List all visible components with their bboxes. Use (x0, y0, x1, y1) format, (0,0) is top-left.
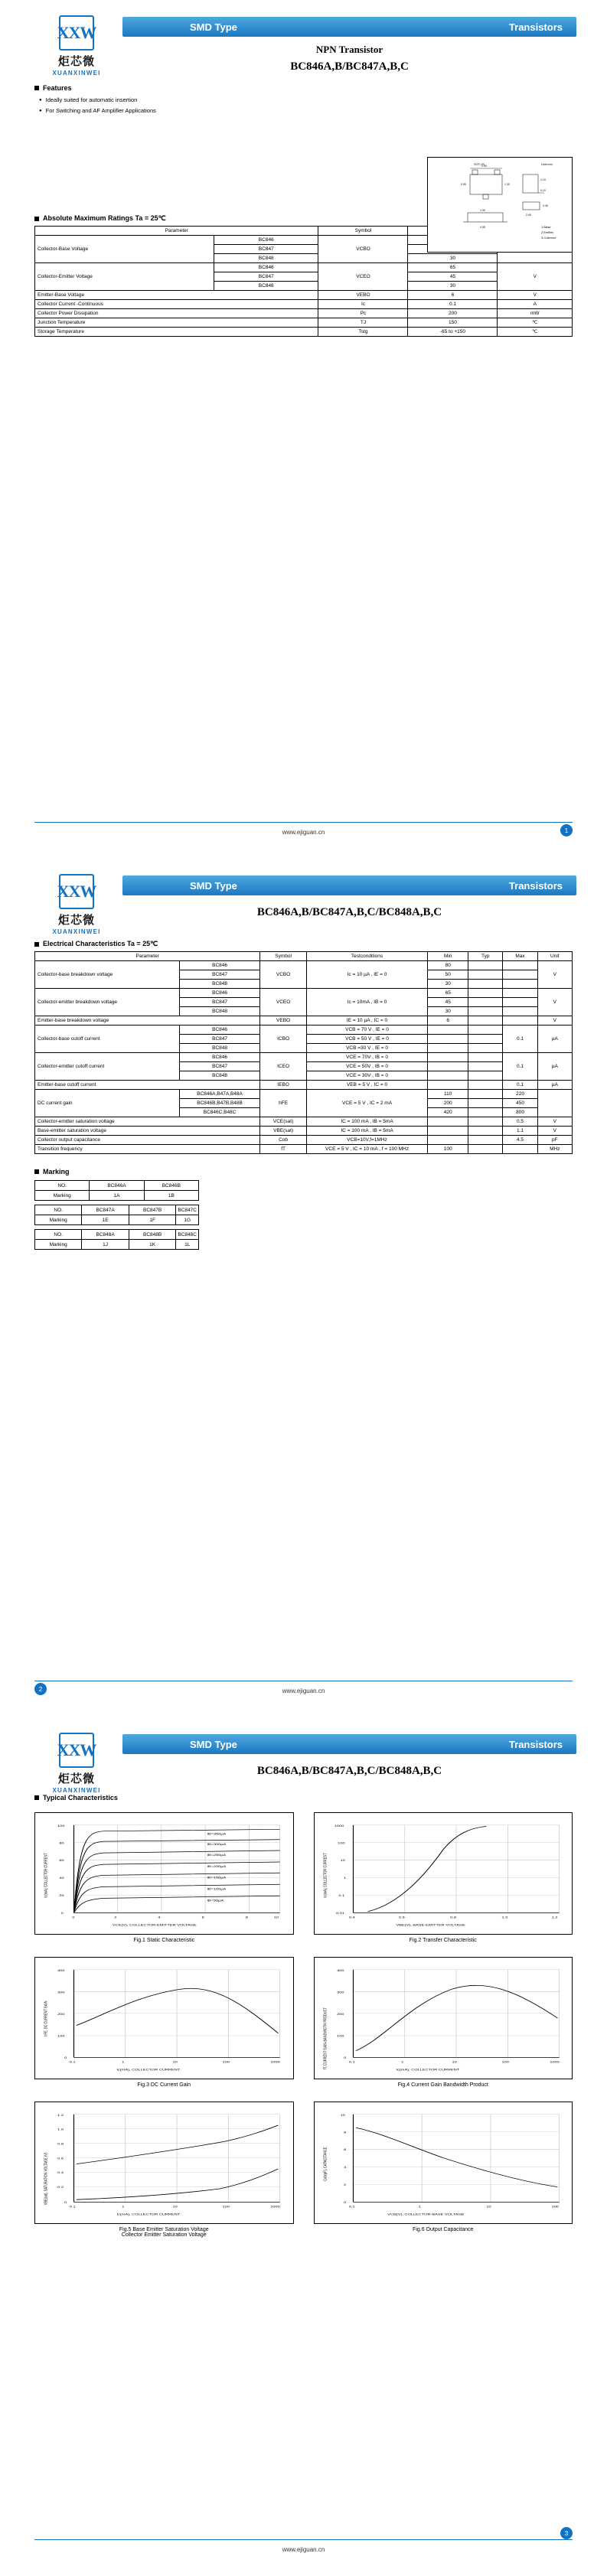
svg-text:IB=100µA: IB=100µA (207, 1887, 227, 1891)
chart-fig5-xlabel: Ic(mA), COLLECTOR CURRENT (116, 2213, 181, 2217)
svg-text:IB=150µA: IB=150µA (207, 1876, 227, 1880)
svg-text:1.90: 1.90 (480, 209, 485, 212)
bullet-square-icon (34, 86, 39, 90)
svg-text:8: 8 (245, 1916, 248, 1920)
svg-text:0.1: 0.1 (69, 2206, 76, 2209)
chart-fig2-xlabel: VBE(V), BASE-EMITTER VOLTAGE (396, 1924, 465, 1928)
chart-fig6-caption: Fig.6 Output Capacitance (413, 2227, 474, 2232)
svg-text:IB=50µA: IB=50µA (207, 1899, 224, 1903)
page-number: 3 (560, 2527, 573, 2539)
chart-fig1 (34, 1812, 294, 1943)
company-logo (31, 872, 122, 935)
svg-text:100: 100 (222, 2206, 230, 2209)
list-item: ● Ideally suited for automatic insertion (39, 95, 573, 106)
svg-text:400: 400 (57, 1969, 65, 1973)
chart-fig6-ylabel: Cob(pF), CAPACITANCE (323, 2147, 328, 2181)
table-row: BC848 VCB =30 V , IE = 0 (35, 1044, 573, 1053)
footer-url[interactable]: www.ejiguan.cn (282, 828, 325, 836)
electrical-heading: Electrical Characteristics Ta = 25℃ (34, 940, 573, 948)
abs-max-heading: Absolute Maximum Ratings Ta = 25℃ (34, 214, 573, 223)
svg-text:0: 0 (64, 2201, 67, 2205)
svg-text:6: 6 (201, 1916, 204, 1920)
table-row: BC847 45 (35, 998, 573, 1007)
svg-text:10: 10 (172, 2206, 178, 2209)
table-row: Marking 1J 1K 1L (35, 1240, 199, 1250)
svg-text:4: 4 (158, 1916, 161, 1920)
typical-characteristics-heading: Typical Characteristics (34, 1794, 573, 1802)
table-header-row: NO. BC847A BC847B BC847C (35, 1205, 199, 1215)
marking-heading: Marking (34, 1168, 573, 1176)
page-1 (0, 0, 607, 859)
chart-fig3-plot (34, 1957, 294, 2079)
table-row: BC848 VCE = 30V , IB = 0 (35, 1071, 573, 1081)
table-row: BC848 30 (35, 282, 573, 291)
svg-text:1.2: 1.2 (57, 2114, 64, 2118)
table-row: BC847 VCE = 50V , IB = 0 (35, 1062, 573, 1071)
marking-table-bc847 (34, 1205, 199, 1225)
chart-fig3 (34, 1957, 294, 2088)
pin-label-collector: 3.Collector (541, 236, 556, 240)
svg-text:10: 10 (340, 2114, 345, 2118)
svg-text:1000: 1000 (334, 1824, 344, 1828)
svg-text:0.45: 0.45 (543, 204, 548, 207)
svg-text:100: 100 (57, 2035, 65, 2039)
logo-mark-icon (59, 874, 94, 909)
table-row: Collector-Base Voltage BC846 VCBO (35, 236, 573, 245)
svg-text:10: 10 (451, 2061, 457, 2065)
svg-text:0.95: 0.95 (461, 183, 466, 186)
svg-text:6: 6 (343, 2148, 346, 2152)
table-row: Transition frequency fT VCE = 5 V , IC = 10 mA , f = 100 MHz 100 MHz (35, 1145, 573, 1154)
bullet-square-icon (34, 1169, 39, 1174)
logo-chinese-name: 炬芯微 (57, 1772, 95, 1785)
svg-text:0.8: 0.8 (449, 1916, 456, 1920)
table-row: Emitter-Base Voltage VEBO 6 V (35, 291, 573, 300)
svg-text:0.4: 0.4 (348, 1916, 355, 1920)
logo-english-name: XUANXINWEI (52, 928, 101, 935)
svg-text:80: 80 (59, 1841, 64, 1845)
title-transistors: Transistors (508, 879, 563, 892)
list-item: ● For Switching and AF Amplifier Applications (39, 106, 573, 116)
svg-text:4: 4 (343, 2166, 346, 2170)
footer-divider (34, 822, 573, 823)
logo-chinese-name: 炬芯微 (57, 914, 95, 927)
table-row: Collector-Emitter Voltage BC846 VCEO 65 V (35, 263, 573, 272)
footer-divider (34, 2539, 573, 2540)
svg-text:10: 10 (485, 2206, 491, 2209)
title-smd-type: SMD Type (190, 879, 237, 892)
svg-text:1: 1 (400, 2061, 403, 2065)
page-header (0, 1717, 607, 1794)
electrical-characteristics-table (34, 951, 573, 1154)
chart-fig1-caption: Fig.1 Static Characteristic (133, 1938, 195, 1943)
table-header-row: Parameter Symbol Testconditions Min Typ Max Unit (35, 952, 573, 961)
svg-text:0.1: 0.1 (69, 2061, 76, 2065)
package-svg (428, 158, 572, 252)
table-row: Collector Current -Continuous Ic 0.1 A (35, 300, 573, 309)
svg-text:100: 100 (501, 2061, 509, 2065)
table-row: BC847 50 (35, 970, 573, 980)
svg-text:0: 0 (60, 1912, 64, 1916)
svg-text:0.2: 0.2 (57, 2186, 64, 2190)
table-row: Marking 1A 1B (35, 1191, 199, 1201)
package-title-text: SOT-23 (474, 162, 485, 166)
svg-text:0.4: 0.4 (57, 2171, 64, 2175)
bullet-square-icon (34, 942, 39, 947)
svg-text:40: 40 (59, 1877, 64, 1880)
title-bar (122, 17, 576, 37)
svg-text:300: 300 (336, 1991, 344, 1995)
doc-subtitle-npn: NPN Transistor (315, 44, 383, 55)
package-outline-drawing (427, 157, 573, 253)
svg-text:100: 100 (222, 2061, 230, 2065)
chart-fig5-plot (34, 2102, 294, 2224)
marking-tables (34, 1180, 573, 1250)
svg-text:IB=250µA: IB=250µA (207, 1854, 227, 1857)
svg-text:100: 100 (551, 2206, 559, 2209)
pin-label-emitter: 2.Emitter (541, 230, 554, 234)
logo-mark-icon (59, 15, 94, 51)
svg-text:0.6: 0.6 (57, 2157, 64, 2160)
table-row: BC848 30 (35, 1007, 573, 1016)
svg-text:1.10: 1.10 (540, 178, 546, 181)
features-list (39, 95, 573, 116)
chart-fig4-caption: Fig.4 Current Gain Bandwidth Product (397, 2082, 488, 2088)
svg-text:10: 10 (172, 2061, 178, 2065)
svg-text:1: 1 (343, 1877, 346, 1880)
svg-text:8: 8 (343, 2131, 346, 2134)
svg-text:1.0: 1.0 (57, 2128, 64, 2131)
table-row: Base-emitter saturation voltage VBE(sat) IC = 100 mA , IB = 5mA 1.1 V (35, 1127, 573, 1136)
svg-text:60: 60 (59, 1859, 64, 1863)
logo-english-name: XUANXINWEI (52, 1787, 101, 1794)
svg-text:200: 200 (336, 2013, 344, 2017)
chart-fig4 (314, 1957, 573, 2088)
svg-text:0: 0 (64, 2056, 67, 2060)
table-header-row: NO. BC848A BC848B BC848C (35, 1230, 199, 1240)
page-header (0, 859, 607, 935)
svg-text:0.01: 0.01 (335, 1912, 344, 1916)
table-row: Collector Power Dissipation Pc 200 mW (35, 309, 573, 318)
svg-text:2.90: 2.90 (481, 165, 487, 168)
table-row: Emitter-base cutoff current IEBO VEB = 5 V , IC = 0 0.1 µA (35, 1081, 573, 1090)
svg-text:0.10: 0.10 (540, 189, 546, 192)
svg-text:0.1: 0.1 (338, 1894, 344, 1898)
header-title-area (122, 872, 576, 919)
company-logo (31, 14, 122, 77)
svg-text:1.0: 1.0 (501, 1916, 507, 1920)
svg-text:IB=200µA: IB=200µA (207, 1865, 227, 1869)
page-number: 2 (34, 1683, 47, 1695)
logo-english-name: XUANXINWEI (52, 70, 101, 77)
header-title-area (122, 14, 576, 73)
page-footer (0, 822, 607, 837)
table-row: BC847 (35, 245, 573, 254)
svg-text:0: 0 (343, 2201, 346, 2205)
chart-fig6-xlabel: VCB(V), COLLECTOR-BASE VOLTAGE (387, 2213, 465, 2217)
table-row: BC846B,B47B,B48B 200 450 (35, 1099, 573, 1108)
page-footer (0, 1681, 607, 1696)
chart-fig3-ylabel: hFE, DC CURRENT GAIN (44, 2000, 50, 2036)
table-row: Collector-base breakdown voltage BC846 VCBO Ic = 10 µA , IE = 0 80 V (35, 961, 573, 970)
svg-text:1: 1 (122, 2061, 125, 2065)
svg-text:100: 100 (337, 1841, 345, 1845)
table-row: Storage Temperature Tstg -65 to +150 ℃ (35, 328, 573, 337)
svg-text:IB=300µA: IB=300µA (207, 1843, 227, 1847)
chart-fig1-xlabel: VCE(V), COLLECTOR-EMITTER VOLTAGE (112, 1924, 197, 1928)
svg-text:1: 1 (418, 2206, 421, 2209)
footer-url[interactable]: www.ejiguan.cn (282, 1687, 325, 1694)
table-row: Marking 1E 1F 1G (35, 1215, 199, 1225)
package-unit-text: Unit:mm (541, 162, 553, 166)
svg-text:20: 20 (59, 1894, 64, 1898)
table-row: Collector-base cutoff current BC846 ICBO VCB = 70 V , IE = 0 0.1 µA (35, 1026, 573, 1035)
svg-text:300: 300 (57, 1991, 65, 1995)
chart-fig4-ylabel: fT, CURRENT GAIN-BANDWIDTH PRODUCT (323, 2007, 328, 2070)
svg-text:2: 2 (343, 2183, 346, 2187)
logo-mark-text: XXW (57, 23, 96, 42)
chart-fig3-caption: Fig.3 DC Current Gain (137, 2082, 191, 2088)
chart-fig5 (34, 2102, 294, 2238)
table-row: BC847 VCB = 50 V , IE = 0 (35, 1035, 573, 1044)
svg-text:10: 10 (340, 1859, 345, 1863)
table-header-row: NO. BC846A BC846B (35, 1181, 199, 1191)
svg-text:IB=350µA: IB=350µA (207, 1832, 227, 1837)
table-row: BC848 30 (35, 980, 573, 989)
title-smd-type: SMD Type (190, 1738, 237, 1750)
svg-text:1.30: 1.30 (504, 183, 510, 186)
title-bar (122, 1734, 576, 1754)
svg-text:0.1: 0.1 (348, 2206, 355, 2209)
svg-text:0.6: 0.6 (398, 1916, 405, 1920)
chart-fig2 (314, 1812, 573, 1943)
doc-partnumbers: BC846A,B/BC847A,B,C/BC848A,B,C (256, 1765, 442, 1777)
table-row: Collector-emitter cutoff current BC846 ICEO VCE = 70V , IB = 0 0.1 µA (35, 1053, 573, 1062)
features-heading: Features (34, 84, 573, 92)
chart-fig1-plot (34, 1812, 294, 1935)
table-header-row: Parameter Symbol (35, 227, 573, 236)
features-section (34, 84, 573, 116)
table-row: DC current gain BC846A,B47A,B48A hFE VCE = 5 V , IC = 2 mA 110 220 (35, 1090, 573, 1099)
doc-partnumbers: BC846A,B/BC847A,B,C/BC848A,B,C (256, 906, 442, 918)
svg-text:0: 0 (343, 2056, 346, 2060)
doc-partnumbers: BC846A,B/BC847A,B,C (290, 60, 409, 73)
chart-fig6 (314, 2102, 573, 2238)
chart-fig2-caption: Fig.2 Transfer Characteristic (409, 1938, 477, 1943)
svg-text:400: 400 (336, 1969, 344, 1973)
bullet-square-icon (34, 1795, 39, 1800)
svg-text:1000: 1000 (270, 2061, 280, 2065)
page-header (0, 0, 607, 77)
table-row: BC846C,B48C 420 800 (35, 1108, 573, 1117)
footer-url[interactable]: www.ejiguan.cn (282, 2545, 325, 2553)
chart-fig1-ylabel: Ic(mA), COLLECTOR CURRENT (44, 1853, 50, 1898)
svg-text:0.8: 0.8 (57, 2142, 64, 2146)
chart-fig6-plot (314, 2102, 573, 2224)
svg-text:1000: 1000 (549, 2061, 560, 2065)
svg-text:1000: 1000 (270, 2206, 280, 2209)
table-row: Junction Temperature TJ 150 ℃ (35, 318, 573, 328)
svg-text:0: 0 (72, 1916, 75, 1920)
marking-table-bc846 (34, 1180, 199, 1201)
logo-mark-icon (59, 1733, 94, 1768)
svg-text:100: 100 (336, 2035, 344, 2039)
svg-text:0.1: 0.1 (348, 2061, 355, 2065)
svg-text:2: 2 (114, 1916, 117, 1920)
page-3 (0, 1717, 607, 2576)
logo-mark-text: XXW (57, 1740, 96, 1759)
pin-label-base: 1.Base (541, 225, 551, 229)
page-2 (0, 859, 607, 1717)
table-row: BC847 45 (35, 272, 573, 282)
svg-text:2.40: 2.40 (526, 214, 531, 217)
chart-fig5-caption: Fig.5 Base Emitter Saturation Voltage (119, 2227, 209, 2232)
title-bar (122, 876, 576, 895)
marking-table-bc848 (34, 1229, 199, 1250)
bullet-square-icon (34, 217, 39, 221)
page-footer (0, 2529, 607, 2555)
chart-fig3-xlabel: Ic(mA), COLLECTOR CURRENT (116, 2069, 181, 2072)
chart-fig4-xlabel: Ic(mA), COLLECTOR CURRENT (396, 2069, 459, 2072)
chart-fig4-plot (314, 1957, 573, 2079)
chart-fig2-ylabel: Ic(mA), COLLECTOR CURRENT (323, 1853, 328, 1898)
svg-text:1.2: 1.2 (551, 1916, 557, 1920)
charts-grid (34, 1812, 573, 2238)
logo-chinese-name: 炬芯微 (57, 55, 95, 68)
table-row: Collector-emitter breakdown voltage BC846 VCEO Ic = 10mA , IB = 0 65 V (35, 989, 573, 998)
table-row: Emitter-base breakdown voltage VEBO IE = 10 µA , IC = 0 6 V (35, 1016, 573, 1026)
svg-text:10: 10 (273, 1916, 279, 1920)
svg-text:100: 100 (57, 1824, 65, 1828)
chart-fig2-plot (314, 1812, 573, 1935)
chart-fig5-ylabel: VBE(sat), SATURATION VOLTAGE (V) (44, 2152, 50, 2206)
logo-mark-text: XXW (57, 882, 96, 901)
title-transistors: Transistors (508, 1738, 563, 1750)
header-title-area (122, 1731, 576, 1778)
company-logo (31, 1731, 122, 1794)
svg-text:200: 200 (57, 2013, 65, 2017)
page-number: 1 (560, 824, 573, 836)
chart-fig5-subcaption: Collector Emitter Saturation Voltage (121, 2232, 207, 2238)
svg-text:1: 1 (122, 2206, 125, 2209)
table-row: Collector output capacitance Cob VCB=10V,f=1MHz 4.5 pF (35, 1136, 573, 1145)
title-smd-type: SMD Type (190, 21, 237, 33)
table-row: Collector-emitter saturation voltage VCE(sat) IC = 100 mA , IB = 5mA 0.5 V (35, 1117, 573, 1127)
table-row: BC848 30 (35, 254, 573, 263)
title-transistors: Transistors (508, 21, 563, 33)
svg-text:0.55: 0.55 (480, 226, 485, 229)
